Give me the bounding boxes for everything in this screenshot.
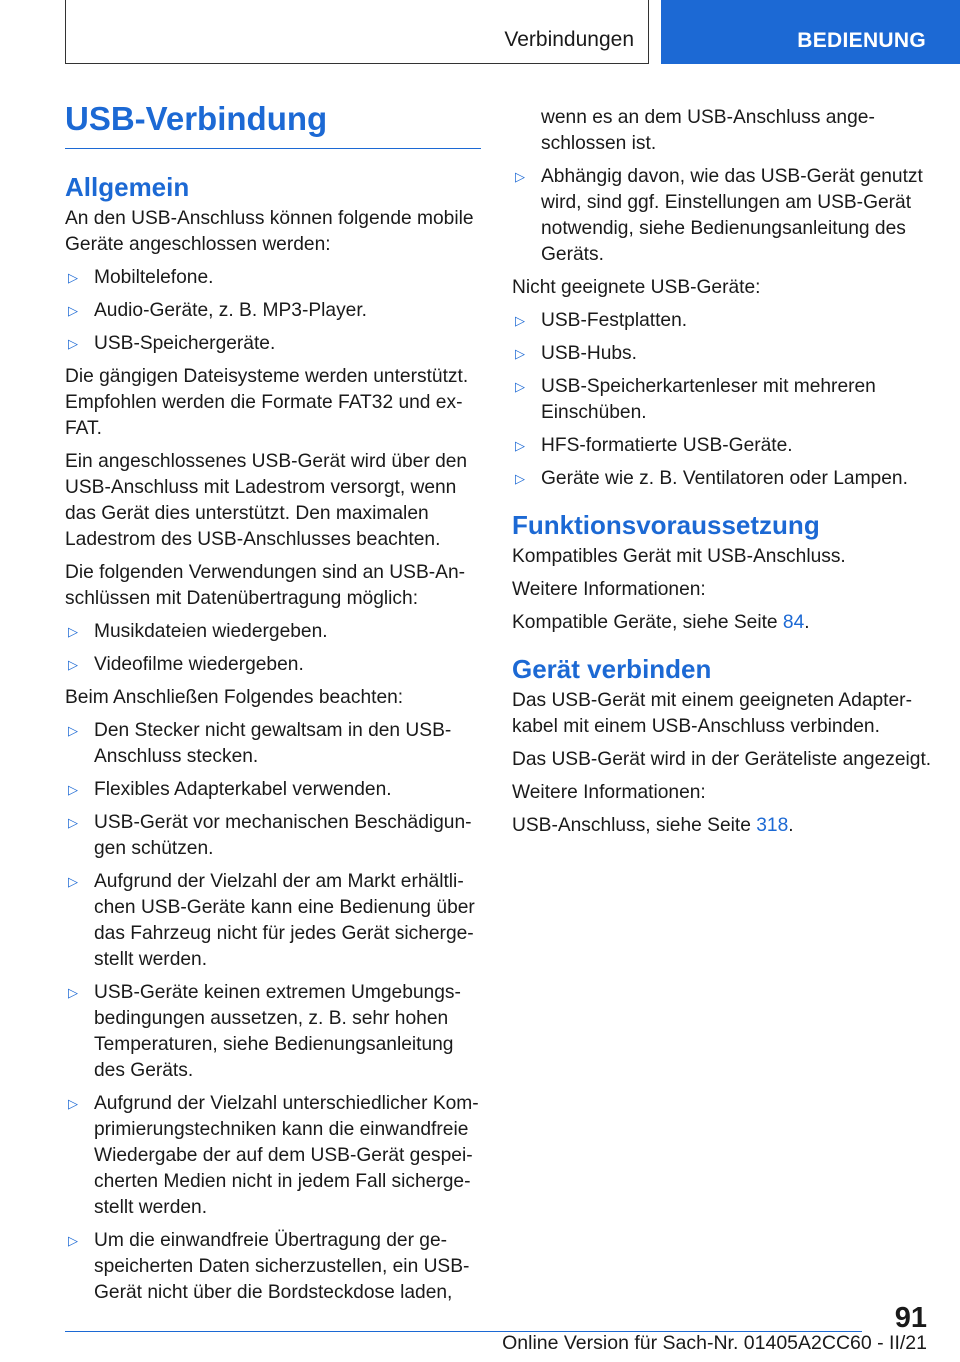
list-item: ▷ Aufgrund der Vielzahl unterschiedlicher Komprimierungstechniken kann die einwandfreie Wiedergabe der auf dem USB-Gerät gespeicherten Medien nicht in jedem Fall sichergestellt werden. (68, 1093, 479, 1218)
list-devices (65, 265, 483, 357)
header-chapter-title: BEDIENUNG (797, 29, 926, 52)
triangle-bullet-icon: ▷ (515, 346, 525, 361)
page-link-318[interactable]: 318 (756, 815, 789, 836)
triangle-bullet-icon: ▷ (68, 782, 78, 797)
list-item: ▷ Flexibles Adapterkabel verwenden. (68, 779, 392, 800)
paragraph-intro: An den USB-Anschluss können folgende mobile Geräte angeschlossen werden: (65, 208, 474, 255)
header-section-title: Verbindungen (504, 28, 634, 51)
triangle-bullet-icon: ▷ (68, 624, 78, 639)
triangle-bullet-icon: ▷ (68, 1096, 78, 1111)
paragraph-filesystems: Die gängigen Dateisysteme werden unterstützt. Empfohlen werden die Formate FAT32 und exFAT. (65, 366, 469, 439)
list-uses (65, 619, 483, 678)
paragraph-notes: Beim Anschließen Folgendes beachten: (65, 687, 404, 708)
list-item: ▷ Abhängig davon, wie das USB-Gerät genutzt wird, sind ggf. Einstellungen am USB-Gerät notwendig, siehe Bedienungsanleitung des Geräts. (515, 166, 923, 265)
paragraph-func-1: Kompatibles Gerät mit USB-Anschluss. (512, 546, 846, 567)
triangle-bullet-icon: ▷ (68, 815, 78, 830)
list-item: ▷ USB-Festplatten. (515, 310, 688, 331)
triangle-bullet-icon: ▷ (515, 438, 525, 453)
triangle-bullet-icon: ▷ (68, 657, 78, 672)
right-column (512, 105, 932, 846)
heading-geraet-verbinden: Gerät verbinden (512, 654, 712, 684)
footer-version: Online Version für Sach-Nr. 01405A2CC60 - II/21 (502, 1332, 927, 1354)
triangle-bullet-icon: ▷ (515, 169, 525, 184)
list-item: ▷ Videofilme wiedergeben. (68, 654, 304, 675)
left-column (65, 170, 483, 1313)
list-item: ▷ Aufgrund der Vielzahl der am Markt erhältlichen USB-Geräte kann eine Bedienung über das Fahrzeug nicht für jedes Gerät sichergestellt werden. (68, 871, 475, 970)
triangle-bullet-icon: ▷ (68, 303, 78, 318)
paragraph-connect-ref: USB-Anschluss, siehe Seite 318. (512, 815, 794, 836)
page-number: 91 (894, 1302, 927, 1334)
triangle-bullet-icon: ▷ (515, 313, 525, 328)
list-item: ▷ USB-Gerät vor mechanischen Beschädigungen schützen. (68, 812, 472, 859)
paragraph-connect-2: Das USB-Gerät wird in der Geräteliste angezeigt. (512, 749, 932, 770)
triangle-bullet-icon: ▷ (515, 379, 525, 394)
paragraph-charging: Ein angeschlossenes USB-Gerät wird über den USB-Anschluss mit Ladestrom versorgt, wenn das Gerät dies unterstützt. Den maximalen Ladestrom des USB-Anschlusses beachten. (65, 451, 468, 550)
header-chapter-box (661, 0, 960, 64)
list-item: ▷ HFS-formatierte USB-Geräte. (515, 435, 793, 456)
triangle-bullet-icon: ▷ (68, 985, 78, 1000)
triangle-bullet-icon: ▷ (68, 270, 78, 285)
triangle-bullet-icon: ▷ (68, 336, 78, 351)
list-item: ▷ Den Stecker nicht gewaltsam in den USB-Anschluss stecken. (68, 720, 452, 767)
paragraph-connect-3: Weitere Informationen: (512, 782, 706, 803)
page-title: USB-Verbindung (65, 100, 481, 149)
list-item: ▷ USB-Speichergeräte. (68, 333, 276, 354)
header-section-box (65, 0, 649, 64)
list-notes (65, 718, 483, 1306)
list-item: ▷ USB-Hubs. (515, 343, 637, 364)
paragraph-func-2: Weitere Informationen: (512, 579, 706, 600)
list-item: ▷ Audio-Geräte, z. B. MP3-Player. (68, 300, 367, 321)
list-unsuitable (512, 308, 932, 492)
paragraph-unsuitable: Nicht geeignete USB-Geräte: (512, 277, 761, 298)
list-notes-continued (512, 105, 932, 268)
page-link-84[interactable]: 84 (782, 612, 805, 633)
list-item: ▷ USB-Geräte keinen extremen Umgebungsbedingungen aussetzen, z. B. sehr hohen Temperaturen, siehe Bedienungsanleitung des Geräts. (68, 982, 461, 1081)
list-item: ▷ Mobiltelefone. (68, 267, 214, 288)
list-item: ▷ USB-Speicherkartenleser mit mehreren Einschüben. (515, 376, 876, 423)
paragraph-func-ref: Kompatible Geräte, siehe Seite 84. (512, 612, 810, 633)
list-item: ▷ Um die einwandfreie Übertragung der gespeicherten Daten sicherzustellen, ein USB-Gerät nicht über die Bordsteckdose laden, (68, 1230, 470, 1303)
paragraph-uses: Die folgenden Verwendungen sind an USB-Anschlüssen mit Datenübertragung möglich: (65, 562, 466, 609)
heading-allgemein: Allgemein (65, 172, 190, 202)
list-item-continued: wenn es an dem USB-Anschluss angeschlossen ist. (541, 107, 875, 154)
triangle-bullet-icon: ▷ (68, 723, 78, 738)
heading-funktionsvoraussetzung: Funktionsvoraussetzung (512, 510, 820, 540)
triangle-bullet-icon: ▷ (68, 874, 78, 889)
paragraph-connect-1: Das USB-Gerät mit einem geeigneten Adapterkabel mit einem USB-Anschluss verbinden. (512, 690, 912, 737)
list-item: ▷ Geräte wie z. B. Ventilatoren oder Lampen. (515, 468, 908, 489)
triangle-bullet-icon: ▷ (515, 471, 525, 486)
triangle-bullet-icon: ▷ (68, 1233, 78, 1248)
list-item: ▷ Musikdateien wiedergeben. (68, 621, 328, 642)
